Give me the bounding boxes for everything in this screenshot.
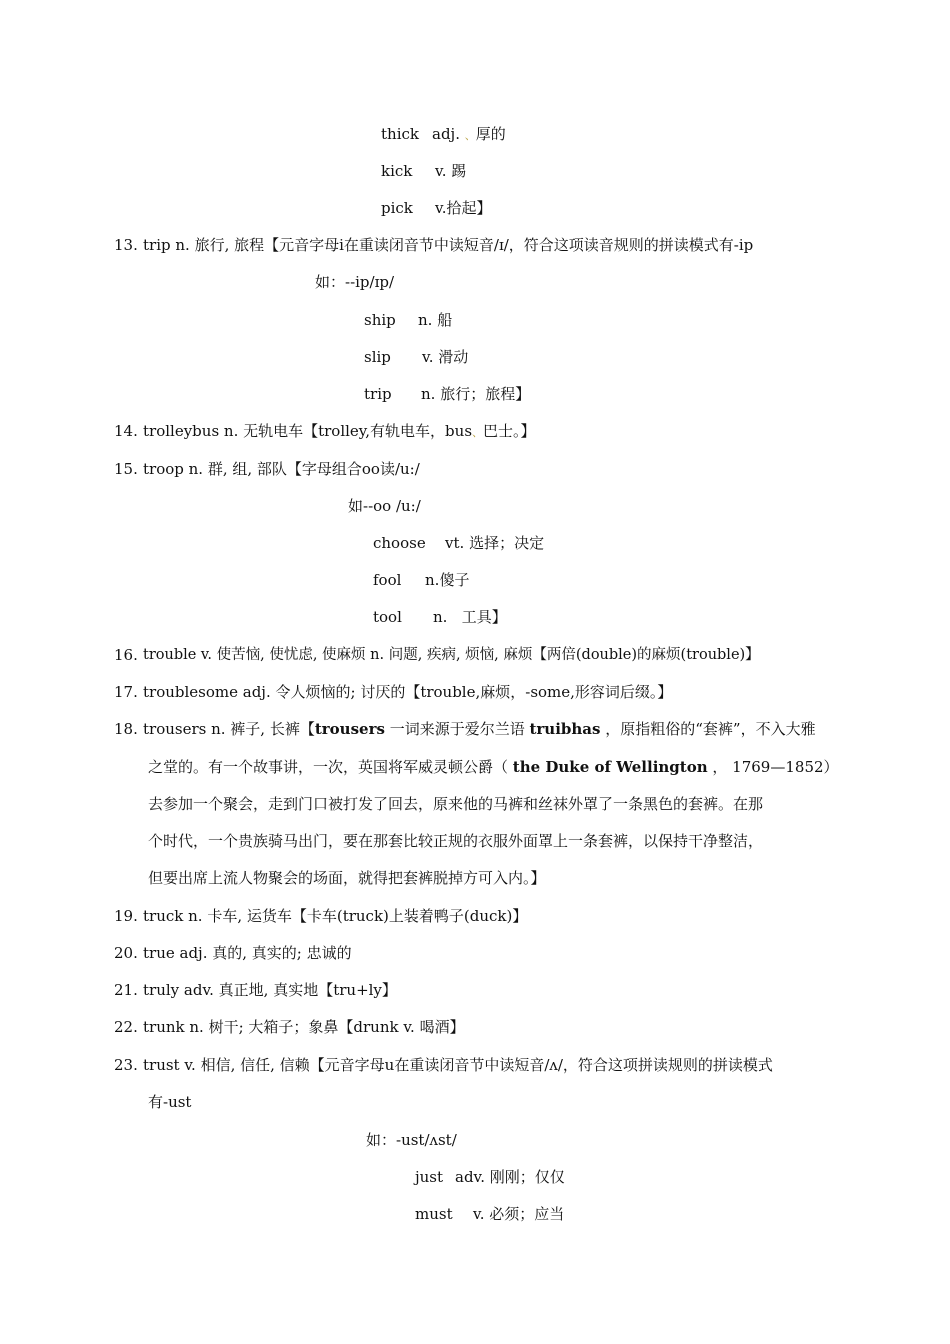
- word: fool: [373, 571, 402, 589]
- meaning: 船: [437, 311, 453, 329]
- entry-number: 20.: [114, 944, 138, 962]
- part-of-speech: n.: [433, 608, 448, 626]
- part-of-speech: n.: [425, 571, 440, 589]
- stray-mark: 、: [464, 129, 476, 142]
- meaning: 必须；应当: [489, 1205, 565, 1223]
- bold-term: the Duke of Wellington: [512, 758, 708, 776]
- word: just: [415, 1168, 444, 1186]
- entry-text-line: [148, 757, 839, 777]
- entry-text-line: 但要出席上流人物聚会的场面，就得把套裤脱掉方可入内。】: [148, 869, 546, 887]
- word: choose: [373, 534, 426, 552]
- entry-number: 21.: [114, 981, 138, 999]
- entry-text-part: trolleybus n. 无轨电车【trolley,有轨电车，bus: [143, 422, 473, 440]
- word: tool: [373, 608, 402, 626]
- word-row: [373, 533, 544, 553]
- entry-text: [143, 421, 536, 443]
- entry-number: 14.: [114, 422, 138, 440]
- entry-number: 23.: [114, 1056, 138, 1074]
- entry-number: 15.: [114, 460, 138, 478]
- entry-text: trip n. 旅行, 旅程【元音字母i在重读闭音节中读短音/ɪ/，符合这项读音规则的拼读模式有-ip: [143, 236, 754, 254]
- meaning: 刚刚；仅仅: [489, 1168, 565, 1186]
- word-row: [364, 347, 468, 367]
- entry-number: 16.: [114, 646, 138, 664]
- part-of-speech: v.: [422, 348, 434, 366]
- part-of-speech: v.: [473, 1205, 485, 1223]
- entry-text: true adj. 真的, 真实的; 忠诚的: [143, 944, 352, 962]
- word-row: [364, 384, 530, 404]
- word: trip: [364, 385, 392, 403]
- word: kick: [381, 162, 413, 180]
- part-of-speech: v.: [435, 162, 447, 180]
- entry-text: trust v. 相信, 信任, 信赖【元音字母u在重读闭音节中读短音/ʌ/，符合这项拼读规则的拼读模式: [143, 1056, 773, 1074]
- meaning: 选择；决定: [469, 534, 545, 552]
- entry-text-line: 去参加一个聚会，走到门口被打发了回去，原来他的马裤和丝袜外罩了一条黑色的套裤。在那: [148, 795, 764, 813]
- word: thick: [381, 125, 419, 143]
- entry-number: 17.: [114, 683, 138, 701]
- meaning: 旅行；旅程】: [440, 385, 531, 403]
- meaning: 傻子: [439, 571, 470, 589]
- part-of-speech: adv.: [455, 1168, 486, 1186]
- part-of-speech: v.: [435, 199, 447, 217]
- meaning: 厚的: [475, 125, 506, 143]
- word-row: [415, 1204, 564, 1224]
- entry-number: 18.: [114, 720, 138, 738]
- word-row: [381, 198, 491, 218]
- meaning: 踢: [451, 162, 467, 180]
- entry-text-part: trousers n. 裤子, 长裤【: [143, 720, 315, 738]
- word-row: [381, 124, 506, 146]
- entry-number: 13.: [114, 236, 138, 254]
- word-row: [364, 310, 452, 330]
- word: must: [415, 1205, 453, 1223]
- meaning: 拾起】: [446, 199, 492, 217]
- entry-text-part: 巴士。】: [483, 422, 536, 440]
- entry-text: troublesome adj. 令人烦恼的; 讨厌的【trouble,麻烦，-some,形容词后缀。】: [143, 683, 673, 701]
- word: ship: [364, 311, 396, 329]
- word-row: [373, 570, 469, 590]
- entry-text: truly adv. 真正地, 真实地【tru+ly】: [143, 981, 397, 999]
- stray-mark: 、: [472, 426, 484, 439]
- entry-text-part: ， 1769—1852）: [707, 758, 839, 776]
- word-row: [373, 607, 507, 627]
- entry-number: 22.: [114, 1018, 138, 1036]
- entry-text-line: 个时代，一个贵族骑马出门，要在那套比较正规的衣服外面罩上一条套裤，以保持干净整洁，: [148, 832, 764, 850]
- entry-text: truck n. 卡车, 运货车【卡车(truck)上装着鸭子(duck)】: [143, 907, 528, 925]
- part-of-speech: adj.: [432, 125, 460, 143]
- entry-text: troop n. 群, 组, 部队【字母组合oo读/u:/: [143, 460, 420, 478]
- entry-number: 19.: [114, 907, 138, 925]
- meaning: 滑动: [438, 348, 469, 366]
- entry-text-line: [143, 719, 816, 739]
- entry-text: trunk n. 树干; 大箱子；象鼻【drunk v. 喝酒】: [143, 1018, 465, 1036]
- entry-text-part: ，原指粗俗的“套裤”，不入大雅: [600, 720, 816, 738]
- meaning: 工具】: [461, 608, 507, 626]
- word-row: [381, 161, 466, 181]
- part-of-speech: vt.: [445, 534, 465, 552]
- bold-term: truibhas: [529, 720, 601, 738]
- word-row: [415, 1167, 565, 1187]
- bold-term: trousers: [314, 720, 385, 738]
- spelling-pattern: 如：-ust/ʌst/: [366, 1131, 457, 1149]
- entry-text-part: 一词来源于爱尔兰语: [384, 720, 530, 738]
- spelling-pattern: 如：--ip/ɪp/: [315, 273, 395, 291]
- entry-text-part: 之堂的。有一个故事讲，一次，英国将军威灵顿公爵（: [148, 758, 513, 776]
- spelling-pattern: 如--oo /u:/: [348, 497, 421, 515]
- entry-text: trouble v. 使苦恼, 使忧虑, 使麻烦 n. 问题, 疾病, 烦恼, 麻烦【两倍(double)的麻烦(trouble)】: [143, 647, 760, 663]
- part-of-speech: n.: [421, 385, 436, 403]
- word: pick: [381, 199, 413, 217]
- word: slip: [364, 348, 391, 366]
- entry-text-line: 有-ust: [148, 1093, 192, 1111]
- part-of-speech: n.: [418, 311, 433, 329]
